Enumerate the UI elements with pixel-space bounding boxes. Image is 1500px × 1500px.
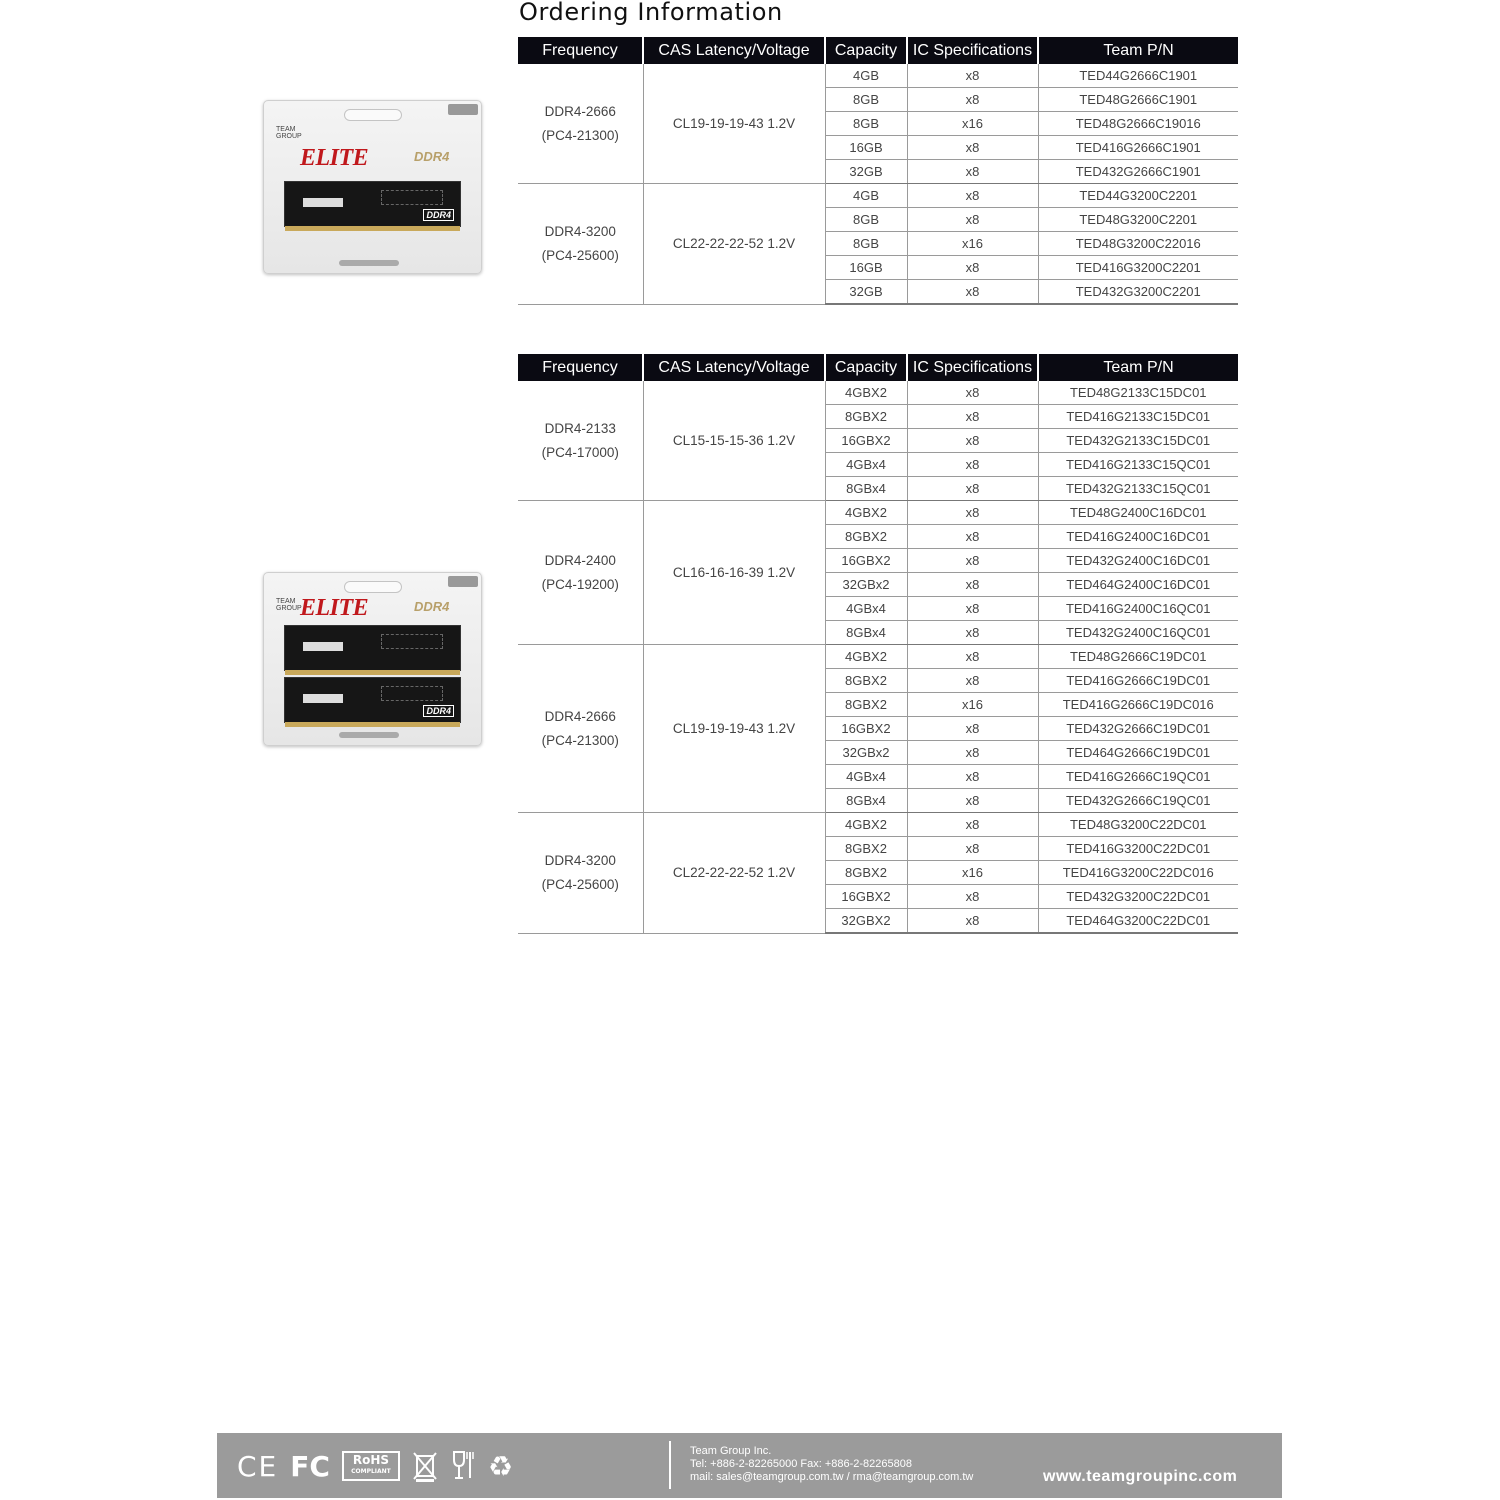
ic-spec-cell: x8 — [907, 405, 1038, 429]
frequency-value: DDR4-2400 — [544, 552, 616, 568]
capacity-cell: 4GBX2 — [825, 501, 907, 525]
frequency-cell — [518, 64, 643, 184]
contact-info — [690, 1445, 973, 1484]
header-capacity: Capacity — [825, 37, 907, 64]
capacity-cell: 16GBX2 — [825, 429, 907, 453]
capacity-cell: 32GBx2 — [825, 573, 907, 597]
glass-fork-icon — [450, 1450, 476, 1482]
cas-latency-cell: CL22-22-22-52 1.2V — [643, 813, 825, 934]
package-footer — [339, 732, 399, 738]
rohs-icon: RoHS COMPLIANT — [342, 1451, 400, 1481]
part-number-cell: TED48G3200C22DC01 — [1038, 813, 1238, 837]
capacity-cell: 8GBX2 — [825, 861, 907, 885]
gold-contacts — [285, 722, 460, 727]
frequency-value: DDR4-3200 — [544, 223, 616, 239]
header-capacity: Capacity — [825, 354, 907, 381]
capacity-cell: 4GBX2 — [825, 645, 907, 669]
ic-spec-cell: x8 — [907, 280, 1038, 305]
capacity-cell: 16GBX2 — [825, 717, 907, 741]
table-body — [518, 64, 1238, 304]
capacity-cell: 8GBX2 — [825, 525, 907, 549]
part-number-cell: TED416G3200C22DC01 — [1038, 837, 1238, 861]
part-number-cell: TED432G2666C19DC01 — [1038, 717, 1238, 741]
phone-fax: Tel: +886-2-82265000 Fax: +886-2-82265808 — [690, 1458, 913, 1470]
part-number-cell: TED432G2400C16DC01 — [1038, 549, 1238, 573]
part-number-cell: TED432G2400C16QC01 — [1038, 621, 1238, 645]
capacity-cell: 16GB — [825, 256, 907, 280]
hang-hole — [344, 109, 402, 121]
ic-spec-cell: x8 — [907, 64, 1038, 88]
capacity-cell: 32GB — [825, 160, 907, 184]
stick-badge: DDR4 — [423, 209, 454, 221]
header-cas-latency: CAS Latency/Voltage — [643, 37, 825, 64]
ic-spec-cell: x8 — [907, 837, 1038, 861]
ic-spec-cell: x8 — [907, 645, 1038, 669]
capacity-cell: 8GBx4 — [825, 477, 907, 501]
ic-spec-cell: x8 — [907, 136, 1038, 160]
capacity-cell: 8GBX2 — [825, 693, 907, 717]
warranty-badge — [448, 104, 478, 115]
capacity-cell: 32GBX2 — [825, 909, 907, 934]
ordering-table-single — [518, 37, 1238, 305]
capacity-cell: 8GB — [825, 88, 907, 112]
product-package-single — [263, 100, 482, 274]
ic-spec-cell: x8 — [907, 160, 1038, 184]
ic-spec-cell: x16 — [907, 112, 1038, 136]
ddr-logo: DDR4 — [414, 149, 450, 164]
page-title: Ordering Information — [519, 0, 783, 26]
capacity-cell: 4GBX2 — [825, 381, 907, 405]
frequency-value: DDR4-2666 — [544, 103, 616, 119]
ic-spec-cell: x8 — [907, 549, 1038, 573]
ic-spec-cell: x8 — [907, 597, 1038, 621]
part-number-cell: TED464G2666C19DC01 — [1038, 741, 1238, 765]
capacity-cell: 4GBx4 — [825, 597, 907, 621]
part-number-cell: TED432G2133C15DC01 — [1038, 429, 1238, 453]
capacity-cell: 8GB — [825, 232, 907, 256]
header-ic-spec: IC Specifications — [907, 37, 1038, 64]
part-number-cell: TED48G2666C1901 — [1038, 88, 1238, 112]
ic-spec-cell: x8 — [907, 909, 1038, 934]
memory-chips — [381, 686, 443, 701]
capacity-cell: 8GBX2 — [825, 837, 907, 861]
part-number-cell: TED48G3200C2201 — [1038, 208, 1238, 232]
header-part-number: Team P/N — [1038, 354, 1238, 381]
footer-divider — [669, 1441, 671, 1489]
ic-spec-cell: x8 — [907, 256, 1038, 280]
ic-spec-cell: x8 — [907, 621, 1038, 645]
memory-stick — [284, 677, 461, 723]
ic-spec-cell: x8 — [907, 789, 1038, 813]
stick-label — [303, 694, 343, 703]
pc-rating: (PC4-25600) — [541, 247, 619, 263]
website-link[interactable]: www.teamgroupinc.com — [1043, 1468, 1238, 1485]
gold-contacts — [285, 226, 460, 231]
frequency-cell — [518, 501, 643, 645]
cas-latency-cell: CL16-16-16-39 1.2V — [643, 501, 825, 645]
package-footer — [339, 260, 399, 266]
part-number-cell: TED44G2666C1901 — [1038, 64, 1238, 88]
part-number-cell: TED48G2400C16DC01 — [1038, 501, 1238, 525]
cas-latency-cell: CL22-22-22-52 1.2V — [643, 184, 825, 305]
capacity-cell: 4GBX2 — [825, 813, 907, 837]
ic-spec-cell: x16 — [907, 861, 1038, 885]
part-number-cell: TED416G2400C16DC01 — [1038, 525, 1238, 549]
capacity-cell: 8GBX2 — [825, 405, 907, 429]
part-number-cell: TED44G3200C2201 — [1038, 184, 1238, 208]
header-ic-spec: IC Specifications — [907, 354, 1038, 381]
table-row — [518, 184, 1238, 208]
table-header-row — [518, 37, 1238, 64]
ic-spec-cell: x16 — [907, 232, 1038, 256]
capacity-cell: 16GBX2 — [825, 885, 907, 909]
pc-rating: (PC4-21300) — [541, 127, 619, 143]
cas-latency-cell: CL19-19-19-43 1.2V — [643, 645, 825, 813]
capacity-cell: 8GBX2 — [825, 669, 907, 693]
part-number-cell: TED432G3200C2201 — [1038, 280, 1238, 305]
part-number-cell: TED48G2666C19DC01 — [1038, 645, 1238, 669]
ic-spec-cell: x8 — [907, 429, 1038, 453]
frequency-value: DDR4-3200 — [544, 852, 616, 868]
header-frequency: Frequency — [518, 37, 643, 64]
capacity-cell: 4GBx4 — [825, 453, 907, 477]
ic-spec-cell: x8 — [907, 717, 1038, 741]
stick-label — [303, 642, 343, 651]
product-name: ELITE — [300, 595, 369, 621]
ic-spec-cell: x8 — [907, 208, 1038, 232]
ic-spec-cell: x8 — [907, 573, 1038, 597]
ic-spec-cell: x8 — [907, 88, 1038, 112]
ic-spec-cell: x8 — [907, 741, 1038, 765]
ic-spec-cell: x8 — [907, 765, 1038, 789]
fcc-icon: FC — [290, 1449, 330, 1483]
table-row — [518, 813, 1238, 837]
capacity-cell: 4GB — [825, 184, 907, 208]
part-number-cell: TED464G3200C22DC01 — [1038, 909, 1238, 934]
memory-chips — [381, 190, 443, 205]
frequency-cell — [518, 184, 643, 305]
gold-contacts — [285, 670, 460, 675]
capacity-cell: 8GB — [825, 112, 907, 136]
header-frequency: Frequency — [518, 354, 643, 381]
part-number-cell: TED416G2666C1901 — [1038, 136, 1238, 160]
ic-spec-cell: x8 — [907, 381, 1038, 405]
stick-badge: DDR4 — [423, 705, 454, 717]
frequency-value: DDR4-2666 — [544, 708, 616, 724]
table-row — [518, 381, 1238, 405]
memory-stick — [284, 625, 461, 671]
frequency-cell — [518, 381, 643, 501]
part-number-cell: TED432G2666C19QC01 — [1038, 789, 1238, 813]
product-name: ELITE — [300, 145, 369, 171]
part-number-cell: TED48G3200C22016 — [1038, 232, 1238, 256]
ddr-logo: DDR4 — [414, 599, 450, 614]
pc-rating: (PC4-21300) — [541, 732, 619, 748]
pc-rating: (PC4-19200) — [541, 576, 619, 592]
capacity-cell: 16GBX2 — [825, 549, 907, 573]
ce-mark-icon: CE — [237, 1449, 279, 1483]
email-link[interactable]: mail: sales@teamgroup.com.tw / rma@teamgroup.com.tw — [690, 1471, 974, 1483]
frequency-cell — [518, 813, 643, 934]
part-number-cell: TED416G2666C19DC01 — [1038, 669, 1238, 693]
part-number-cell: TED48G2133C15DC01 — [1038, 381, 1238, 405]
table-row — [518, 64, 1238, 88]
capacity-cell: 8GBx4 — [825, 789, 907, 813]
frequency-value: DDR4-2133 — [544, 420, 616, 436]
ordering-table-kit — [518, 354, 1238, 934]
company-name: Team Group Inc. — [690, 1445, 772, 1457]
header-part-number: Team P/N — [1038, 37, 1238, 64]
hang-hole — [344, 581, 402, 593]
recycle-icon: ♻ — [487, 1449, 514, 1483]
header-cas-latency: CAS Latency/Voltage — [643, 354, 825, 381]
certification-icons — [237, 1447, 525, 1485]
part-number-cell: TED416G2666C19DC016 — [1038, 693, 1238, 717]
part-number-cell: TED416G3200C22DC016 — [1038, 861, 1238, 885]
ic-spec-cell: x16 — [907, 693, 1038, 717]
brand-logo: TEAM GROUP — [276, 126, 302, 140]
ic-spec-cell: x8 — [907, 813, 1038, 837]
part-number-cell: TED464G2400C16DC01 — [1038, 573, 1238, 597]
part-number-cell: TED416G2400C16QC01 — [1038, 597, 1238, 621]
ic-spec-cell: x8 — [907, 525, 1038, 549]
part-number-cell: TED416G3200C2201 — [1038, 256, 1238, 280]
frequency-cell — [518, 645, 643, 813]
footer-bar — [217, 1433, 1282, 1498]
part-number-cell: TED416G2133C15DC01 — [1038, 405, 1238, 429]
brand-logo: TEAM GROUP — [276, 598, 302, 612]
capacity-cell: 4GB — [825, 64, 907, 88]
pc-rating: (PC4-25600) — [541, 876, 619, 892]
part-number-cell: TED432G2666C1901 — [1038, 160, 1238, 184]
table-row — [518, 645, 1238, 669]
memory-chips — [381, 634, 443, 649]
weee-bin-icon — [412, 1450, 438, 1482]
ic-spec-cell: x8 — [907, 184, 1038, 208]
table-row — [518, 501, 1238, 525]
part-number-cell: TED416G2666C19QC01 — [1038, 765, 1238, 789]
ic-spec-cell: x8 — [907, 885, 1038, 909]
stick-label — [303, 198, 343, 207]
capacity-cell: 16GB — [825, 136, 907, 160]
part-number-cell: TED48G2666C19016 — [1038, 112, 1238, 136]
capacity-cell: 32GBx2 — [825, 741, 907, 765]
part-number-cell: TED432G2133C15QC01 — [1038, 477, 1238, 501]
product-package-kit — [263, 572, 482, 746]
part-number-cell: TED432G3200C22DC01 — [1038, 885, 1238, 909]
cas-latency-cell: CL15-15-15-36 1.2V — [643, 381, 825, 501]
capacity-cell: 4GBx4 — [825, 765, 907, 789]
warranty-badge — [448, 576, 478, 587]
ic-spec-cell: x8 — [907, 453, 1038, 477]
cas-latency-cell: CL19-19-19-43 1.2V — [643, 64, 825, 184]
ic-spec-cell: x8 — [907, 477, 1038, 501]
capacity-cell: 8GB — [825, 208, 907, 232]
ic-spec-cell: x8 — [907, 501, 1038, 525]
memory-stick — [284, 181, 461, 227]
table-body — [518, 381, 1238, 933]
pc-rating: (PC4-17000) — [541, 444, 619, 460]
table-header-row — [518, 354, 1238, 381]
capacity-cell: 8GBx4 — [825, 621, 907, 645]
capacity-cell: 32GB — [825, 280, 907, 305]
ic-spec-cell: x8 — [907, 669, 1038, 693]
part-number-cell: TED416G2133C15QC01 — [1038, 453, 1238, 477]
